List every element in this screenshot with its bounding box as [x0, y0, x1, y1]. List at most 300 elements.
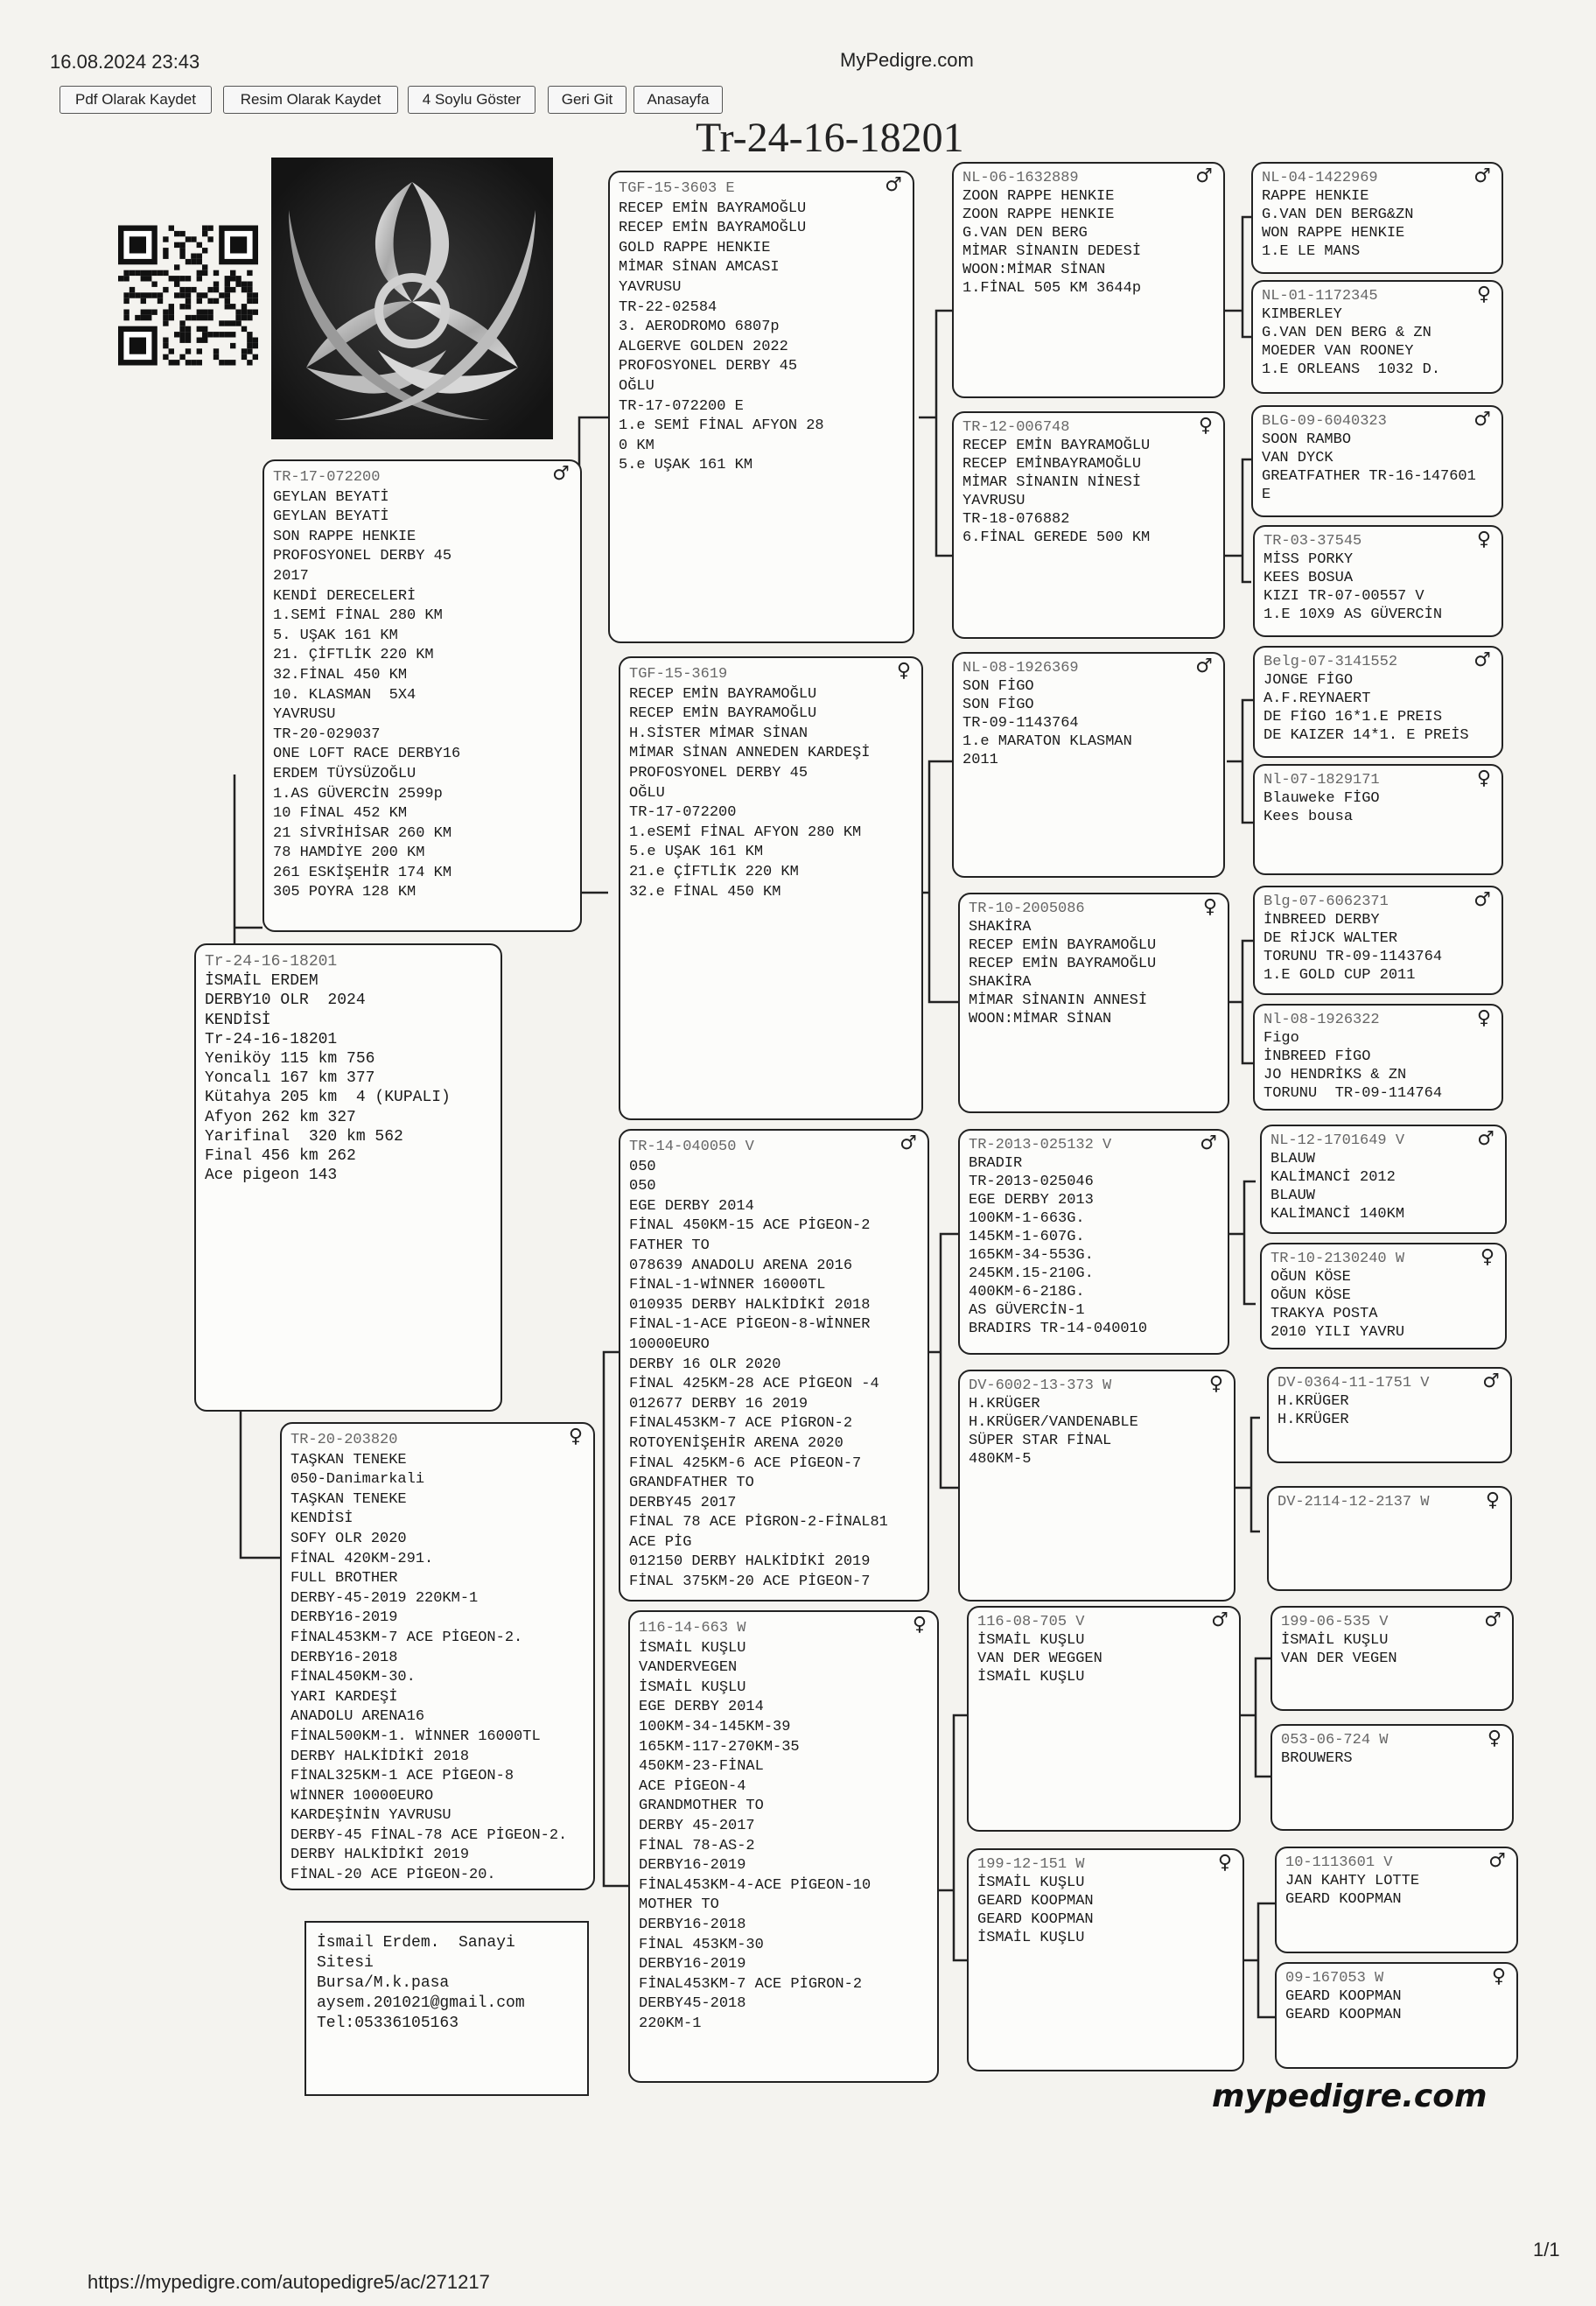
pedigree-box-subject[interactable] [194, 943, 502, 1412]
female-symbol-icon: ♀ [1217, 1852, 1232, 1874]
pedigree-line: FİNAL 425KM-6 ACE PİGEON-7 [629, 1454, 862, 1472]
pedigree-line: Kütahya 205 km 4 (KUPALI) [205, 1089, 451, 1107]
pedigree-line: 32.e FİNAL 450 KM [629, 883, 781, 901]
female-symbol-icon: ♀ [1202, 896, 1217, 918]
pedigree-line: İSMAİL KUŞLU [1281, 1632, 1389, 1649]
pedigree-line: KENDİ DERECELERİ [273, 587, 416, 605]
pedigree-line: WON RAPPE HENKIE [1262, 225, 1405, 242]
pedigree-line: JAN KAHTY LOTTE [1285, 1873, 1420, 1889]
pedigree-line: TR-17-072200 [629, 804, 737, 822]
pedigree-line: RECEP EMİN BAYRAMOĞLU [969, 956, 1157, 972]
pedigree-line: 012677 DERBY 16 2019 [629, 1395, 808, 1412]
pedigree-line: 2010 YILI YAVRU [1270, 1324, 1405, 1341]
pedigree-line: FİNAL 375KM-20 ACE PİGEON-7 [629, 1574, 871, 1591]
pedigree-line: TORUNU TR-09-114764 [1264, 1085, 1443, 1102]
save-image-button[interactable]: Resim Olarak Kaydet [223, 86, 398, 114]
pedigree-line: Final 456 km 262 [205, 1147, 356, 1166]
pedigree-line: FİNAL453KM-4-ACE PİGEON-10 [639, 1876, 872, 1894]
male-symbol-icon: ♂ [900, 1132, 917, 1154]
pedigree-line: İSMAİL KUŞLU [977, 1669, 1085, 1686]
pedigree-line: RECEP EMİN BAYRAMOĞLU [629, 705, 817, 723]
pedigree-line: BLAUW [1270, 1188, 1316, 1204]
pedigree-line: DERBY16-2019 [290, 1609, 398, 1627]
pedigree-box-sdd[interactable] [958, 893, 1229, 1113]
female-symbol-icon: ♀ [1491, 1966, 1506, 1987]
pedigree-line: JO HENDRİKS & ZN [1264, 1067, 1407, 1083]
male-symbol-icon: ♂ [1488, 1850, 1506, 1872]
ring-number: DV-2114-12-2137 W [1278, 1494, 1430, 1510]
pedigree-line: FİNAL 78-AS-2 [639, 1837, 755, 1854]
pedigree-line: VAN DER VEGEN [1281, 1651, 1397, 1667]
pedigree-line: SHAKİRA [969, 919, 1032, 936]
pedigree-line: EGE DERBY 2014 [639, 1699, 764, 1716]
pedigree-line: G.VAN DEN BERG & ZN [1262, 325, 1432, 341]
ring-number: 053-06-724 W [1281, 1732, 1389, 1749]
pedigree-line: DERBY 16 OLR 2020 [629, 1356, 781, 1373]
pedigree-line: TR-09-1143764 [962, 715, 1079, 732]
pedigree-line: MİMAR SİNANIN NİNESİ [962, 474, 1142, 491]
pedigree-line: 450KM-23-FİNAL [639, 1758, 764, 1776]
pedigree-line: OĞUN KÖSE [1270, 1287, 1351, 1304]
pedigree-line: VAN DYCK [1262, 450, 1334, 466]
pedigree-line: İSMAİL KUŞLU [639, 1679, 746, 1696]
pedigree-box-sire[interactable] [262, 459, 582, 932]
male-symbol-icon: ♂ [885, 174, 902, 196]
pedigree-line: BRADIR [969, 1155, 1023, 1172]
pedigree-line: 1.E ORLEANS 1032 D. [1262, 361, 1441, 378]
pedigree-line: 145KM-1-607G. [969, 1229, 1085, 1245]
pedigree-box-dsd[interactable] [958, 1370, 1236, 1602]
pedigree-line: 050 [629, 1158, 656, 1175]
pedigree-line: TR-22-02584 [619, 298, 718, 316]
pedigree-line: G.VAN DEN BERG&ZN [1262, 207, 1414, 223]
pedigree-line: İSMAİL KUŞLU [977, 1632, 1085, 1649]
home-button[interactable]: Anasayfa [634, 86, 723, 114]
pedigree-line: 100KM-34-145KM-39 [639, 1718, 791, 1735]
pedigree-line: 1.E 10X9 AS GÜVERCİN [1264, 606, 1443, 623]
pedigree-line: EGE DERBY 2014 [629, 1197, 754, 1215]
pedigree-line: Kees bousa [1264, 809, 1354, 825]
contact-email: aysem.201021@gmail.com [317, 1994, 525, 2012]
pedigree-line: Afyon 262 km 327 [205, 1108, 356, 1126]
pedigree-line: H.KRÜGER [1278, 1412, 1349, 1428]
pedigree-line: FİNAL-20 ACE PİGEON-20. [290, 1867, 496, 1884]
pedigree-line: GEARD KOOPMAN [1285, 2007, 1402, 2023]
pedigree-line: SHAKİRA [969, 974, 1032, 991]
pedigree-box-g5[interactable] [1253, 646, 1503, 758]
pedigree-line: DERBY16-2018 [639, 1916, 746, 1933]
pedigree-line: FULL BROTHER [290, 1570, 398, 1588]
pedigree-box-g7[interactable] [1253, 886, 1503, 995]
ring-number: BLG-09-6040323 [1262, 413, 1387, 430]
pedigree-line: 5. UŞAK 161 KM [273, 627, 398, 644]
back-button[interactable]: Geri Git [548, 86, 626, 114]
pedigree-line: DERBY16-2019 [639, 1956, 746, 1973]
pedigree-box-ds[interactable] [619, 1129, 929, 1602]
pedigree-line: GEARD KOOPMAN [1285, 1891, 1402, 1908]
pedigree-line: TR-18-076882 [962, 511, 1070, 528]
save-pdf-button[interactable]: Pdf Olarak Kaydet [60, 86, 212, 114]
ring-number: DV-6002-13-373 W [969, 1377, 1112, 1394]
pedigree-line: H.KRÜGER [1278, 1393, 1349, 1410]
pedigree-line: FİNAL325KM-1 ACE PİGEON-8 [290, 1768, 514, 1785]
pedigree-line: VANDERVEGEN [639, 1659, 738, 1677]
ring-number: 10-1113601 V [1285, 1854, 1393, 1871]
pedigree-line: KENDİSİ [205, 1011, 271, 1029]
pedigree-line: 220KM-1 [639, 2015, 702, 2032]
pedigree-line: MİSS PORKY [1264, 551, 1354, 568]
pedigree-line: DE RİJCK WALTER [1264, 930, 1398, 947]
pedigree-line: FİNAL453KM-7 ACE PİGEON-2. [290, 1629, 523, 1646]
pedigree-box-g9[interactable] [1260, 1125, 1507, 1234]
male-symbol-icon: ♂ [1195, 165, 1213, 187]
pedigree-line: MOEDER VAN ROONEY [1262, 343, 1414, 360]
pedigree-box-g2[interactable] [1251, 280, 1503, 394]
pedigree-line: H.SİSTER MİMAR SİNAN [629, 725, 808, 742]
breeder-contact-box [304, 1921, 589, 2096]
ring-number: Blg-07-6062371 [1264, 894, 1389, 910]
pedigree-line: 050 [629, 1178, 656, 1195]
pedigree-line: RECEP EMİN BAYRAMOĞLU [629, 685, 817, 703]
ring-number: Tr-24-16-18201 [205, 953, 338, 971]
pedigree-line: DE FİGO 16*1.E PREIS [1264, 709, 1443, 725]
pedigree-box-g16[interactable] [1275, 1962, 1518, 2069]
female-symbol-icon: ♀ [1476, 767, 1491, 789]
pedigree-line: İSMAİL ERDEM [205, 972, 318, 991]
pedigree-box-sss[interactable] [952, 162, 1225, 398]
pedigree-line: DERBY-45-2019 220KM-1 [290, 1589, 479, 1607]
pedigree-line: DERBY16-2018 [290, 1649, 398, 1666]
pedigree-box-dds[interactable] [967, 1606, 1241, 1832]
pedigree-line: 6.FİNAL GEREDE 500 KM [962, 529, 1151, 546]
pedigree-line: FİNAL 453KM-30 [639, 1936, 764, 1953]
pedigree-line: KIZI TR-07-00557 V [1264, 588, 1424, 605]
pedigree-line: 012150 DERBY HALKİDİKİ 2019 [629, 1553, 871, 1571]
pedigree-line: MİMAR SİNANIN ANNESİ [969, 992, 1148, 1009]
pedigree-line: 10 FİNAL 452 KM [273, 805, 408, 823]
ring-number: NL-06-1632889 [962, 170, 1079, 186]
female-symbol-icon: ♀ [568, 1426, 583, 1447]
pedigree-line: WOON:MİMAR SİNAN [969, 1011, 1112, 1027]
pedigree-box-g4[interactable] [1253, 525, 1503, 637]
pedigree-line: DERBY16-2019 [639, 1857, 746, 1875]
pedigree-line: DERBY45-2018 [639, 1995, 746, 2013]
male-symbol-icon: ♂ [1195, 655, 1213, 677]
female-symbol-icon: ♀ [896, 660, 911, 682]
pedigree-box-g1[interactable] [1251, 162, 1503, 274]
pedigree-line: KENDİSİ [290, 1510, 354, 1528]
contact-line: İsmail Erdem. Sanayi [317, 1934, 515, 1952]
pedigree-line: KEES BOSUA [1264, 570, 1354, 586]
pedigree-line: KIMBERLEY [1262, 306, 1342, 323]
pedigree-line: İSMAİL KUŞLU [977, 1930, 1085, 1946]
pedigree-line: Figo [1264, 1030, 1299, 1047]
pedigree-line: ONE LOFT RACE DERBY16 [273, 746, 461, 763]
pedigree-box-g11[interactable] [1267, 1367, 1512, 1463]
pedigree-line: Tr-24-16-18201 [205, 1030, 338, 1048]
male-symbol-icon: ♂ [1211, 1609, 1228, 1631]
pedigree-box-g13[interactable] [1270, 1606, 1514, 1711]
pedigree-line: 10000EURO [629, 1335, 710, 1353]
pedigree-line: H.KRÜGER [969, 1396, 1040, 1412]
pedigree-line: SON RAPPE HENKIE [273, 528, 416, 545]
pedigree-line: 1.e SEMİ FİNAL AFYON 28 [619, 417, 824, 435]
pedigree-line: İSMAİL KUŞLU [639, 1639, 746, 1657]
pedigree-line: 1.eSEMİ FİNAL AFYON 280 KM [629, 824, 862, 841]
pedigree-line: JONGE FİGO [1264, 672, 1354, 689]
pedigree-line: GREATFATHER TR-16-147601 [1262, 468, 1476, 485]
pedigree-line: GEARD KOOPMAN [977, 1893, 1094, 1910]
ring-number: 116-08-705 V [977, 1614, 1085, 1630]
pedigree-line: BRADIRS TR-14-040010 [969, 1321, 1148, 1337]
pedigree-line: SON FİGO [962, 697, 1034, 713]
pedigree-line: 100KM-1-663G. [969, 1210, 1085, 1227]
male-symbol-icon: ♂ [1474, 165, 1491, 187]
ring-number: TR-12-006748 [962, 419, 1070, 436]
pedigree-line: 1.e MARATON KLASMAN [962, 733, 1132, 750]
pedigree-box-dss[interactable] [958, 1129, 1229, 1355]
pedigree-box-g12[interactable] [1267, 1486, 1512, 1591]
pedigree-line: ZOON RAPPE HENKIE [962, 207, 1115, 223]
pedigree-line: FİNAL 425KM-28 ACE PİGEON -4 [629, 1376, 879, 1393]
pedigree-line: RECEP EMİN BAYRAMOĞLU [969, 937, 1157, 954]
pedigree-box-ss[interactable] [608, 171, 914, 643]
male-symbol-icon: ♂ [1484, 1609, 1502, 1631]
pedigree-line: 261 ESKİŞEHİR 174 KM [273, 864, 452, 881]
pedigree-line: OĞLU [629, 784, 665, 802]
pedigree-line: RECEP EMİN BAYRAMOĞLU [619, 220, 807, 237]
pedigree-line: SOFY OLR 2020 [290, 1530, 407, 1547]
pedigree-line: İNBREED FİGO [1264, 1048, 1371, 1065]
pedigree-line: 1.FİNAL 505 KM 3644p [962, 280, 1142, 297]
pedigree-line: YAVRUSU [619, 278, 682, 296]
pedigree-line: 1.SEMİ FİNAL 280 KM [273, 607, 443, 625]
pedigree-line: RAPPE HENKIE [1262, 188, 1369, 205]
pedigree-line: ACE PİGEON-4 [639, 1777, 746, 1795]
pedigree-line: KARDEŞİNİN YAVRUSU [290, 1807, 452, 1825]
pedigree-line: FİNAL 420KM-291. [290, 1550, 434, 1567]
pedigree-line: MOTHER TO [639, 1896, 719, 1914]
ring-number: TR-20-203820 [290, 1432, 398, 1448]
pedigree-line: FİNAL-1-ACE PİGEON-8-WİNNER [629, 1316, 871, 1334]
ring-number: 09-167053 W [1285, 1970, 1384, 1987]
contact-line: Sitesi [317, 1954, 374, 1972]
pedigree-line: DERBY HALKİDİKİ 2019 [290, 1847, 470, 1864]
pedigree-line: 305 POYRA 128 KM [273, 884, 416, 901]
pedigree-line: MİMAR SİNAN AMCASI [619, 259, 780, 277]
pedigree-box-dam[interactable] [280, 1422, 595, 1890]
pedigree-line: 21. ÇİFTLİK 220 KM [273, 647, 434, 664]
pedigree-line: TR-2013-025046 [969, 1174, 1094, 1190]
pedigree-line: 078639 ANADOLU ARENA 2016 [629, 1257, 853, 1274]
pedigree-line: GOLD RAPPE HENKIE [619, 239, 771, 256]
female-symbol-icon: ♀ [1485, 1489, 1500, 1511]
pedigree-box-sd[interactable] [619, 656, 923, 1120]
pedigree-box-g14[interactable] [1270, 1724, 1514, 1831]
pedigree-line: 5.e UŞAK 161 KM [629, 844, 764, 861]
pedigree-line: DE KAIZER 14*1. E PREİS [1264, 727, 1469, 744]
pedigree-line: BLAUW [1270, 1151, 1316, 1167]
pedigree-line: FİNAL453KM-7 ACE PİGRON-2 [639, 1975, 863, 1993]
pedigree-line: MİMAR SİNAN ANNEDEN KARDEŞİ [629, 745, 871, 762]
pedigree-title: Tr-24-16-18201 [696, 115, 964, 161]
pedigree-line: 2017 [273, 567, 309, 585]
pedigree-line: TR-17-072200 E [619, 397, 744, 415]
female-symbol-icon: ♀ [1476, 284, 1491, 305]
pedigree-line: RECEP EMİNBAYRAMOĞLU [962, 456, 1142, 473]
pedigree-line: 400KM-6-218G. [969, 1284, 1085, 1300]
ring-number: TGF-15-3619 [629, 666, 728, 683]
pedigree-line: FİNAL500KM-1. WİNNER 16000TL [290, 1728, 541, 1745]
ring-number: TR-10-2005086 [969, 901, 1085, 917]
pedigree-line: GRANDMOTHER TO [639, 1798, 764, 1815]
pedigree-line: OĞLU [619, 377, 654, 395]
page-url[interactable]: https://mypedigre.com/autopedigre5/ac/271217 [88, 2271, 490, 2293]
ring-number: NL-12-1701649 V [1270, 1132, 1405, 1149]
male-symbol-icon: ♂ [1482, 1370, 1500, 1392]
pedigree-line: 050-Danimarkali [290, 1471, 425, 1489]
female-symbol-icon: ♀ [1487, 1728, 1502, 1749]
ring-number: TR-17-072200 [273, 469, 381, 486]
pedigree-line: FİNAL 450KM-15 ACE PİGEON-2 [629, 1217, 871, 1235]
pedigree-line: FATHER TO [629, 1237, 710, 1254]
pedigree-line: ERDEM TÜYSÜZOĞLU [273, 765, 416, 782]
pedigree-line: 21.e ÇİFTLİK 220 KM [629, 863, 799, 880]
pedigree-line: TRAKYA POSTA [1270, 1306, 1378, 1322]
pedigree-line: 10. KLASMAN 5X4 [273, 686, 416, 704]
pedigree-line: 1.E LE MANS [1262, 243, 1361, 260]
pedigree-line: YAVRUSU [962, 493, 1026, 509]
pedigree-line: 0 KM [619, 437, 654, 454]
female-symbol-icon: ♀ [912, 1614, 927, 1636]
pedigree-line: DERBY10 OLR 2024 [205, 992, 366, 1010]
pedigree-line: SÜPER STAR FİNAL [969, 1433, 1112, 1449]
pedigree-box-g10[interactable] [1260, 1243, 1507, 1349]
ring-number: 199-12-151 W [977, 1856, 1085, 1873]
pedigree-line: DERBY45 2017 [629, 1494, 737, 1511]
pedigree-line: ACE PİG [629, 1533, 692, 1551]
ring-number: NL-08-1926369 [962, 660, 1079, 676]
pedigree-line: GEYLAN BEYATİ [273, 508, 389, 526]
pedigree-line: SOON RAMBO [1262, 431, 1352, 448]
male-symbol-icon: ♂ [1474, 409, 1491, 431]
pedigree-box-dd[interactable] [628, 1610, 939, 2083]
pedigree-line: 78 HAMDİYE 200 KM [273, 845, 425, 862]
pedigree-line: 5.e UŞAK 161 KM [619, 457, 753, 474]
pedigree-line: 32.FİNAL 450 KM [273, 666, 408, 683]
pedigree-line: Ace pigeon 143 [205, 1167, 338, 1185]
female-symbol-icon: ♀ [1480, 1246, 1494, 1268]
ring-number: TR-10-2130240 W [1270, 1251, 1405, 1267]
pedigree-line: TAŞKAN TENEKE [290, 1451, 407, 1468]
pedigree-line: WOON:MİMAR SİNAN [962, 262, 1106, 278]
site-title: MyPedigre.com [840, 49, 974, 71]
pedigree-line: İNBREED DERBY [1264, 912, 1380, 929]
pedigree-line: 3. AERODROMO 6807p [619, 319, 780, 336]
pedigree-box-sds[interactable] [952, 652, 1225, 878]
pedigree-line: AS GÜVERCİN-1 [969, 1302, 1085, 1319]
pedigree-line: GRANDFATHER TO [629, 1475, 754, 1492]
pedigree-box-g8[interactable] [1253, 1004, 1503, 1111]
pedigree-line: H.KRÜGER/VANDENABLE [969, 1414, 1138, 1431]
pedigree-line: FİNAL 78 ACE PİGRON-2-FİNAL81 [629, 1514, 888, 1531]
pedigree-line: VAN DER WEGGEN [977, 1651, 1102, 1667]
pedigree-line: Yoncalı 167 km 377 [205, 1069, 375, 1088]
male-symbol-icon: ♂ [1477, 1128, 1494, 1150]
ring-number: NL-04-1422969 [1262, 170, 1378, 186]
pedigree-line: KALİMANCİ 2012 [1270, 1169, 1396, 1186]
ring-number: Belg-07-3141552 [1264, 654, 1398, 670]
pedigree-line: FİNAL453KM-7 ACE PİGRON-2 [629, 1415, 853, 1433]
pedigree-line: 2011 [962, 752, 998, 768]
pedigree-line: BROUWERS [1281, 1750, 1353, 1767]
ring-number: TGF-15-3603 E [619, 180, 735, 197]
pedigree-line: G.VAN DEN BERG [962, 225, 1088, 242]
pedigree-box-ddd[interactable] [967, 1848, 1244, 2071]
female-symbol-icon: ♀ [1208, 1373, 1223, 1395]
pedigree-line: Blauweke FİGO [1264, 790, 1380, 807]
pedigree-line: FİNAL450KM-30. [290, 1669, 416, 1686]
ring-number: DV-0364-11-1751 V [1278, 1375, 1430, 1391]
pedigree-line: DERBY-45 FİNAL-78 ACE PİGEON-2. [290, 1826, 568, 1844]
pedigree-box-g15[interactable] [1275, 1847, 1518, 1953]
pedigree-line: WİNNER 10000EURO [290, 1787, 434, 1805]
pedigree-line: DERBY HALKİDİKİ 2018 [290, 1748, 470, 1765]
pedigree-line: ZOON RAPPE HENKIE [962, 188, 1115, 205]
pedigree-line: YARI KARDEŞİ [290, 1688, 398, 1706]
pedigree-line: A.F.REYNAERT [1264, 690, 1371, 707]
pedigree-line: YAVRUSU [273, 706, 336, 724]
contact-phone: Tel:05336105163 [317, 2015, 459, 2032]
pedigree-line: KALİMANCİ 140KM [1270, 1206, 1405, 1223]
pedigree-line: OĞUN KÖSE [1270, 1269, 1351, 1286]
ring-number: TR-14-040050 V [629, 1139, 754, 1155]
pedigree-line: 245KM.15-210G. [969, 1265, 1094, 1282]
pedigree-line: TR-20-029037 [273, 725, 381, 743]
pedigree-box-g3[interactable] [1251, 405, 1503, 517]
pedigree-line: TAŞKAN TENEKE [290, 1490, 407, 1508]
pedigree-line: SON FİGO [962, 678, 1034, 695]
pedigree-line: PROFOSYONEL DERBY 45 [629, 764, 808, 782]
pedigree-line: 21 SİVRİHİSAR 260 KM [273, 824, 452, 842]
pedigree-line: PROFOSYONEL DERBY 45 [619, 358, 798, 375]
pedigree-line: İSMAİL KUŞLU [977, 1875, 1085, 1891]
male-symbol-icon: ♂ [552, 463, 570, 485]
female-symbol-icon: ♀ [1476, 529, 1491, 550]
male-symbol-icon: ♂ [1474, 649, 1491, 671]
male-symbol-icon: ♂ [1200, 1132, 1217, 1154]
pedigree-line: ANADOLU ARENA16 [290, 1708, 425, 1726]
pedigree-line: RECEP EMİN BAYRAMOĞLU [619, 200, 807, 217]
show-four-generations-button[interactable]: 4 Soylu Göster [408, 86, 536, 114]
female-symbol-icon: ♀ [1198, 415, 1213, 437]
ring-number: 116-14-663 W [639, 1620, 746, 1637]
pedigree-line: 1.E GOLD CUP 2011 [1264, 967, 1416, 984]
pedigree-line: Yarifinal 320 km 562 [205, 1127, 403, 1146]
pedigree-box-g6[interactable] [1253, 764, 1503, 875]
ring-number: Nl-08-1926322 [1264, 1012, 1380, 1028]
print-date: 16.08.2024 23:43 [50, 51, 200, 73]
pedigree-line: PROFOSYONEL DERBY 45 [273, 548, 452, 565]
pedigree-box-ssd[interactable] [952, 411, 1225, 639]
ring-number: TR-03-37545 [1264, 533, 1362, 550]
pedigree-line: RECEP EMİN BAYRAMOĞLU [962, 438, 1151, 454]
pedigree-line: 010935 DERBY HALKİDİKİ 2018 [629, 1296, 871, 1314]
pedigree-line: 1.AS GÜVERCİN 2599p [273, 785, 443, 803]
pedigree-line: MİMAR SİNANIN DEDESİ [962, 243, 1142, 260]
pedigree-line: 165KM-34-553G. [969, 1247, 1094, 1264]
contact-line: Bursa/M.k.pasa [317, 1974, 450, 1992]
